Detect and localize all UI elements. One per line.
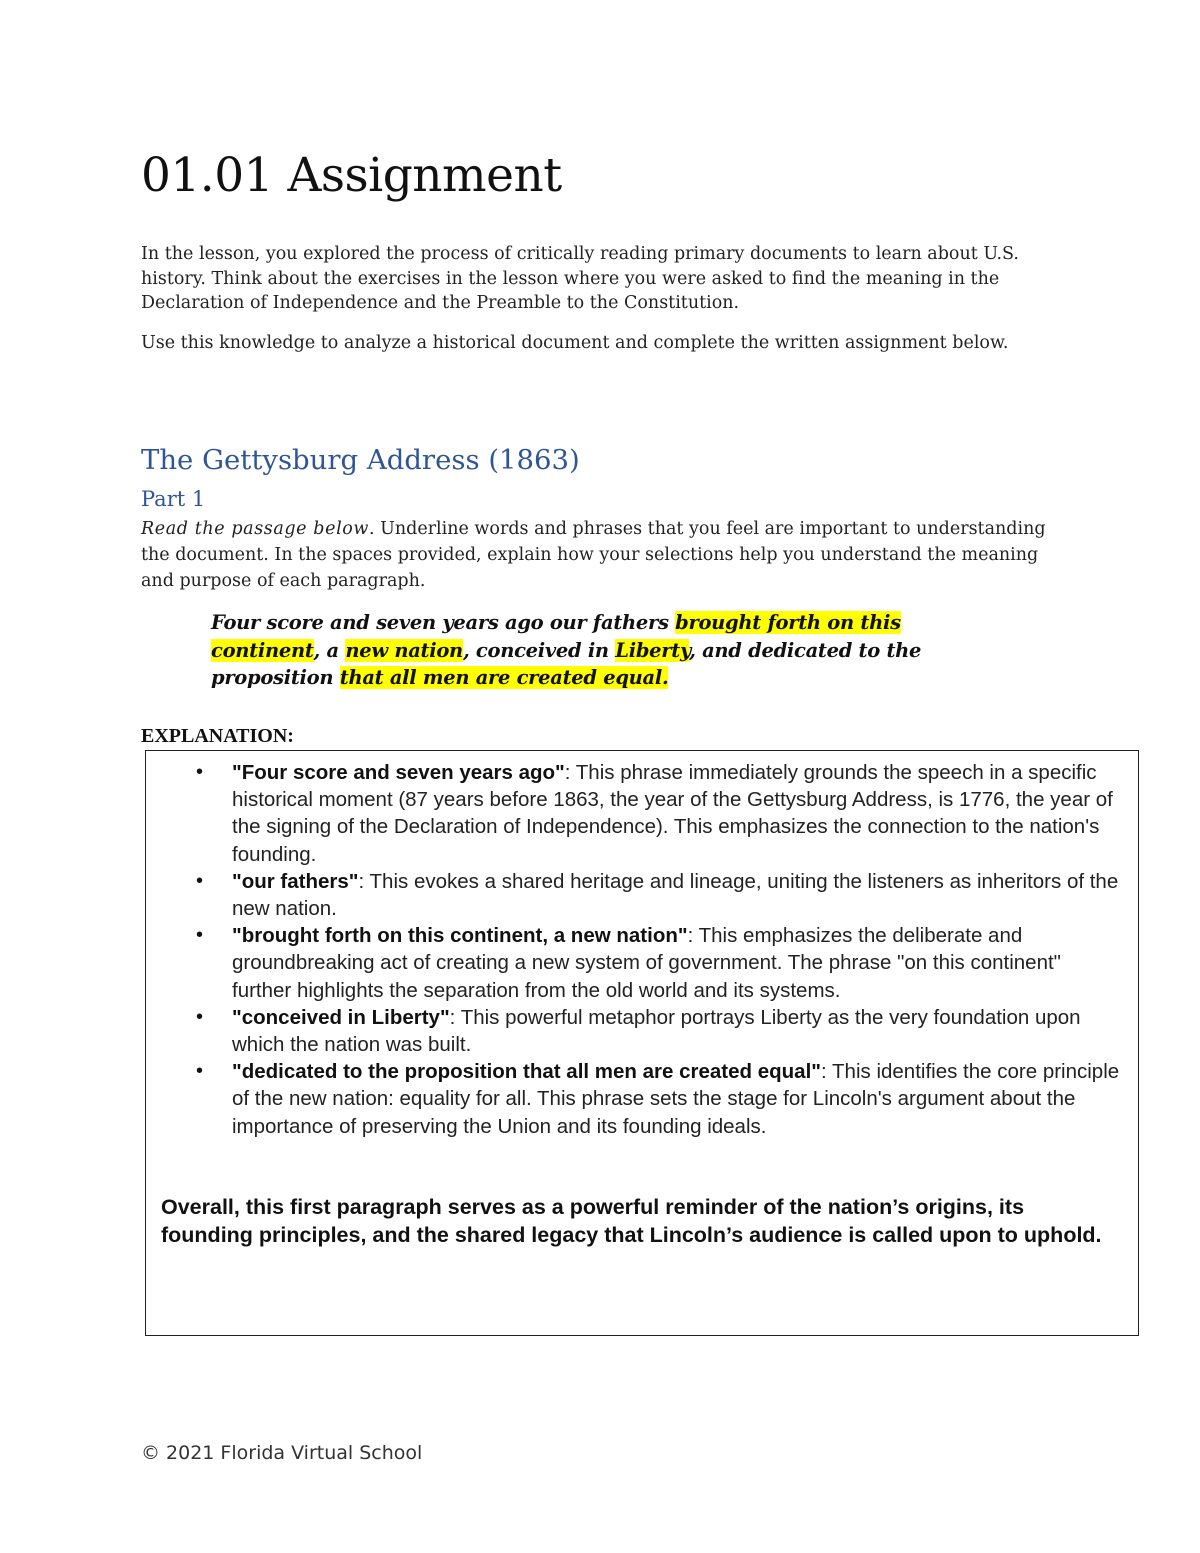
passage-text: , and dedicated to the proposition <box>211 638 922 689</box>
list-item <box>146 922 1122 1004</box>
copyright-footer: © 2021 Florida Virtual School <box>141 1442 423 1464</box>
summary-paragraph: Overall, this first paragraph serves as a powerful reminder of the nation’s origins, its founding principles, and the shared legacy that Lincoln’s audience is called upon to uphold. <box>161 1195 1102 1247</box>
bullet-text: : This identifies the core principle of the new nation: equality for all. This phrase sets the stage for Lincoln's argument about the importance of preserving the Union and its founding ideals. <box>232 1060 1120 1138</box>
passage-text: , conceived in <box>462 638 616 662</box>
highlight-created-equal: that all men are created equal. <box>339 666 669 689</box>
instructions-text: . Underline words and phrases that you feel are important to understanding the document. In the spaces provided, explain how your selections help you understand the meaning and purpose of each paragraph. <box>141 519 1046 591</box>
bullet-key-phrase: "brought forth on this continent, a new nation" <box>232 924 688 948</box>
list-item <box>146 1004 1122 1058</box>
bullet-icon: • <box>196 924 204 947</box>
highlight-liberty: Liberty <box>615 638 690 662</box>
explanation-label: EXPLANATION: <box>141 725 294 747</box>
explanation-answer-box[interactable] <box>145 750 1139 1336</box>
bullet-key-phrase: "dedicated to the proposition that all men are created equal" <box>232 1060 821 1084</box>
list-item <box>146 759 1122 868</box>
intro-paragraph-1: In the lesson, you explored the process of critically reading primary documents to learn about U.S. history. Think about the exercises in the lesson where you were asked to find the meaning in the Declaration of Independence and the Preamble to the Constitution. <box>141 244 1019 313</box>
list-item <box>146 1058 1122 1140</box>
bullet-key-phrase: "our fathers" <box>232 869 359 893</box>
page-title: 01.01 Assignment <box>141 148 562 203</box>
bullet-icon: • <box>196 761 204 783</box>
bullet-key-phrase: "Four score and seven years ago" <box>232 761 565 784</box>
bullet-key-phrase: "conceived in Liberty" <box>232 1005 450 1029</box>
passage-quote <box>211 609 951 692</box>
bullet-icon: • <box>196 1060 204 1083</box>
highlight-brought-forth: brought forth on this continent <box>211 611 901 662</box>
intro-paragraph-2: Use this knowledge to analyze a historical document and complete the written assignment below. <box>141 333 1009 353</box>
bullet-icon: • <box>196 869 204 892</box>
bullet-text: : This evokes a shared heritage and lineage, uniting the listeners as inheritors of the new nation. <box>232 869 1119 921</box>
bullet-icon: • <box>196 1005 204 1028</box>
instructions <box>141 516 1061 594</box>
bullet-text: : This emphasizes the deliberate and groundbreaking act of creating a new system of government. The phrase "on this continent" further highlights the separation from the old world and its systems. <box>232 924 1061 1002</box>
part-heading: Part 1 <box>141 487 206 511</box>
list-item <box>146 868 1122 922</box>
highlight-new-nation: new nation <box>345 638 463 662</box>
bullet-text: : This phrase immediately grounds the speech in a specific historical moment (87 years before 1863, the year of the Gettysburg Address, is 1776, the year of the signing of the Declaration of Independence). This emphasizes the connection to the nation's founding. <box>232 761 1113 866</box>
section-heading: The Gettysburg Address (1863) <box>141 444 580 476</box>
explanation-list <box>146 759 1122 1140</box>
passage-text: , a <box>313 638 346 662</box>
bullet-text: : This powerful metaphor portrays Liberty as the very foundation upon which the nation was built. <box>232 1005 1081 1057</box>
passage-text: Four score and seven years ago our fathers <box>211 611 676 634</box>
instructions-emphasis: Read the passage below <box>141 519 369 539</box>
